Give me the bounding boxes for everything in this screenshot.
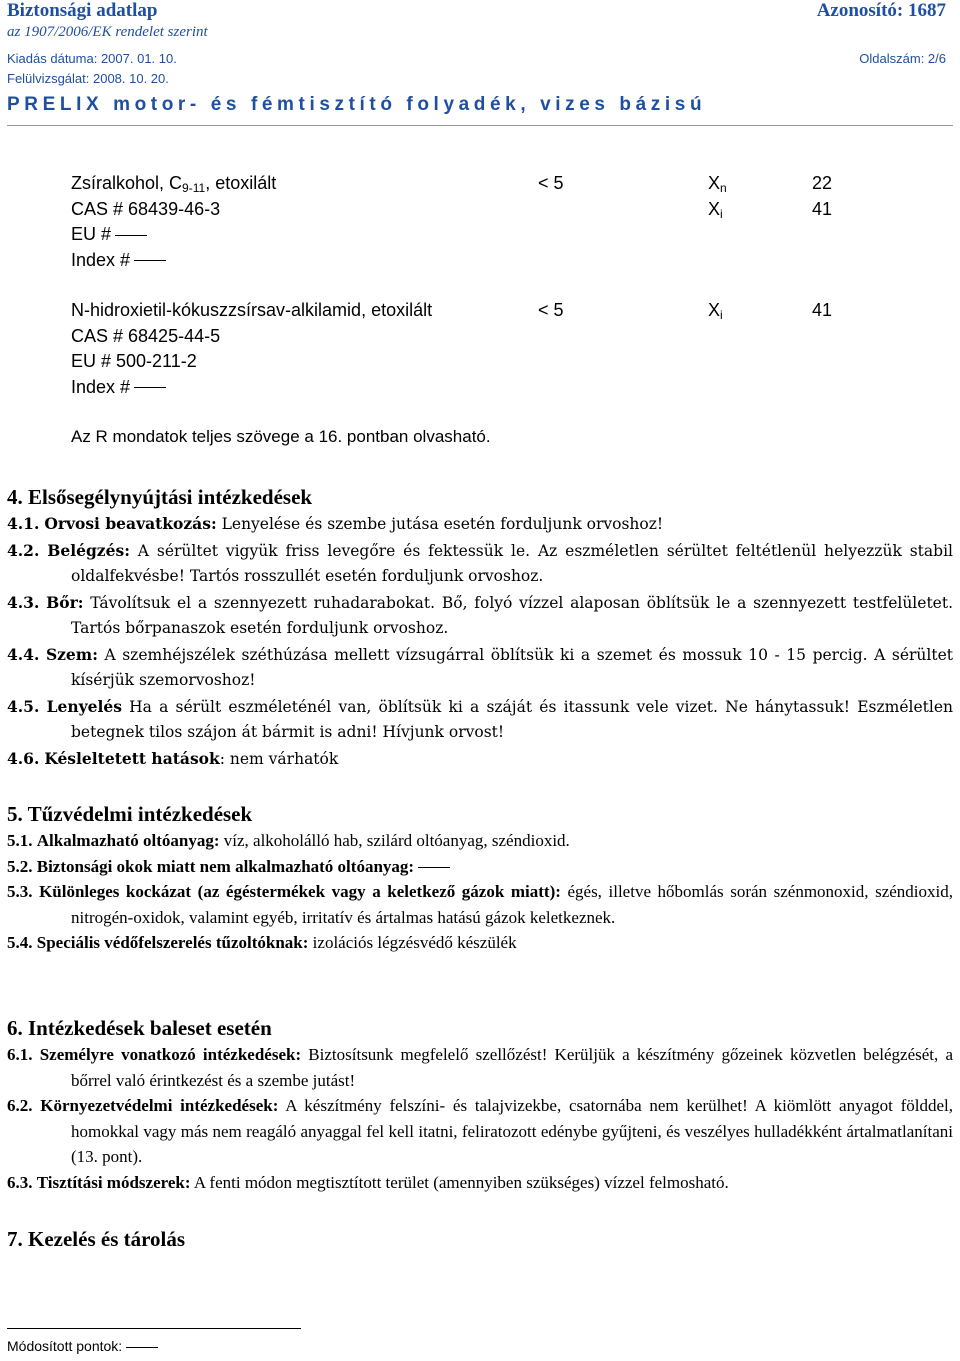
component-2-name-row — [71, 298, 891, 324]
section-6 — [7, 1014, 953, 1195]
section-5 — [7, 800, 953, 956]
page-number: Oldalszám: 2/6 — [859, 51, 946, 66]
component-1-cas: CAS # 68439-46-3 — [71, 198, 221, 219]
empty-dash — [115, 235, 147, 236]
section-5-heading: 5. Tűzvédelmi intézkedések — [7, 802, 253, 826]
component-2-eu-row — [71, 349, 891, 375]
item-5-1: 5.1. Alkalmazható oltóanyag: víz, alkoholálló hab, szilárd oltóanyag, széndioxid. — [7, 831, 570, 850]
section-7 — [7, 1225, 953, 1253]
component-1-eu: EU # — [71, 224, 112, 244]
component-1-cas-row — [71, 197, 891, 223]
component-2-index-row — [71, 375, 891, 401]
component-1-index: Index # — [71, 249, 131, 270]
empty-dash — [418, 867, 450, 868]
item-4-4: 4.4. Szem: A szemhéjszélek széthúzása mellett vízsugárral öblítsük ki a szemet és mossuk 10 - 15 percig. A sérültet kísérjük szemorvoshoz! — [7, 644, 953, 689]
section-4 — [7, 483, 953, 772]
footer-divider — [7, 1328, 301, 1329]
empty-dash — [126, 1347, 158, 1348]
product-name: PRELIX motor- és fémtisztító folyadék, vizes bázisú — [7, 94, 707, 115]
component-1-index-row — [71, 248, 891, 274]
component-2-index: Index # — [71, 376, 131, 397]
document-dates — [7, 49, 946, 89]
component-2-name: N-hidroxietil-kókuszzsírsav-alkilamid, etoxilált — [71, 300, 433, 320]
empty-dash — [134, 260, 166, 261]
component-1-r-phrase-2: 41 — [812, 198, 833, 219]
section-6-heading: 6. Intézkedések baleset esetén — [7, 1016, 272, 1040]
item-4-5: 4.5. Lenyelés Ha a sérült eszméleténél van, öblítsük ki a száját és itassunk vele vizet. Ne hánytassuk! Eszméletlen betegnek tilos szájon át bármit is adni! Hívjunk orvost! — [7, 696, 953, 741]
component-2-cas: CAS # 68425-44-5 — [71, 325, 221, 346]
component-1-concentration: < 5 — [538, 173, 564, 193]
section-4-items — [7, 511, 953, 772]
regulation-reference: az 1907/2006/EK rendelet szerint — [7, 24, 208, 40]
item-6-1: 6.1. Személyre vonatkozó intézkedések: Biztosítsunk megfelelő szellőzést! Kerüljük a készítmény gőzeinek közvetlen belégzését, a bőrrel való érintkezést és a szembe jutást! — [7, 1045, 953, 1090]
issue-date: Kiadás dátuma: 2007. 01. 10. — [7, 51, 177, 66]
item-4-2: 4.2. Belégzés: A sérültet vigyük friss levegőre és fektessük le. Az eszméletlen sérültet feltétlenül helyezzük stabil oldalfekvésbe! Tartós rosszullét esetén forduljunk orvoshoz. — [7, 540, 953, 585]
component-2-cas-row — [71, 324, 891, 350]
component-1-name-row — [71, 171, 891, 197]
component-1-symbol-1: $X_n$ — [708, 173, 727, 195]
item-5-2: 5.2. Biztonsági okok miatt nem alkalmazható oltóanyag: — [7, 854, 953, 880]
component-1-r-phrase-1: 22 — [812, 173, 833, 193]
item-4-3: 4.3. Bőr: Távolítsuk el a szennyezett ruhadarabokat. Bő, folyó vízzel alaposan öblítsük le a szennyezett testfelületet. Tartós bőrpanaszok esetén forduljunk orvoshoz. — [7, 592, 953, 637]
item-6-3: 6.3. Tisztítási módszerek: A fenti módon megtisztított terület (amennyiben szükséges) vízzel felmosható. — [7, 1172, 729, 1192]
footer — [7, 1338, 158, 1354]
component-2-symbol-1: $X_i$ — [708, 300, 723, 322]
item-5-4: 5.4. Speciális védőfelszerelés tűzoltóknak: izolációs légzésvédő készülék — [7, 933, 517, 952]
modified-points-label: Módosított pontok: — [7, 1338, 123, 1354]
component-2 — [71, 298, 891, 400]
empty-dash — [134, 387, 166, 388]
component-2-r-phrase-1: 41 — [812, 300, 833, 320]
document-header-title — [7, 0, 946, 22]
revision-date: Felülvizsgálat: 2008. 10. 20. — [7, 71, 169, 86]
item-6-2: 6.2. Környezetvédelmi intézkedések: A készítmény felszíni- és talajvizekbe, csatornába nem kerülhet! A kiömlött anyagot földdel, homokkal vagy más nem reagáló anyaggal fel kell itatni, feliratozott edénybe gyűjteni, és veszélyes hulladékként ártalmatlanítani (13. pont). — [7, 1096, 953, 1166]
section-7-heading: 7. Kezelés és tárolás — [7, 1227, 186, 1251]
component-1-symbol-2: $X_i$ — [708, 198, 723, 221]
component-1 — [71, 171, 891, 273]
item-5-3: 5.3. Különleges kockázat (az égéstermékek vagy a keletkező gázok miatt): égés, illetve hőbomlás során szénmonoxid, széndioxid, nitrogén-oxidok, valamint egyéb, irritatív és ártalmas hatású gázok keletkeznek. — [7, 882, 953, 927]
component-1-name: Zsíralkohol, $C_{9-11}$, etoxilált — [71, 173, 277, 195]
r-phrase-note: Az R mondatok teljes szövege a 16. pontban olvasható. — [71, 427, 491, 446]
item-4-1: 4.1. Orvosi beavatkozás: Lenyelése és szembe jutása esetén forduljunk orvoshoz! — [7, 514, 664, 533]
component-2-concentration: < 5 — [538, 300, 564, 320]
document-title: Biztonsági adatlap — [7, 0, 158, 21]
item-4-6: 4.6. Késleltetett hatások: nem várhatók — [7, 748, 339, 768]
component-1-eu-row — [71, 222, 891, 248]
section-4-heading: 4. Elsősegélynyújtási intézkedések — [7, 485, 313, 509]
component-2-eu: EU # 500-211-2 — [71, 351, 197, 371]
document-identifier: Azonosító: 1687 — [816, 0, 946, 21]
header-divider — [7, 125, 953, 126]
